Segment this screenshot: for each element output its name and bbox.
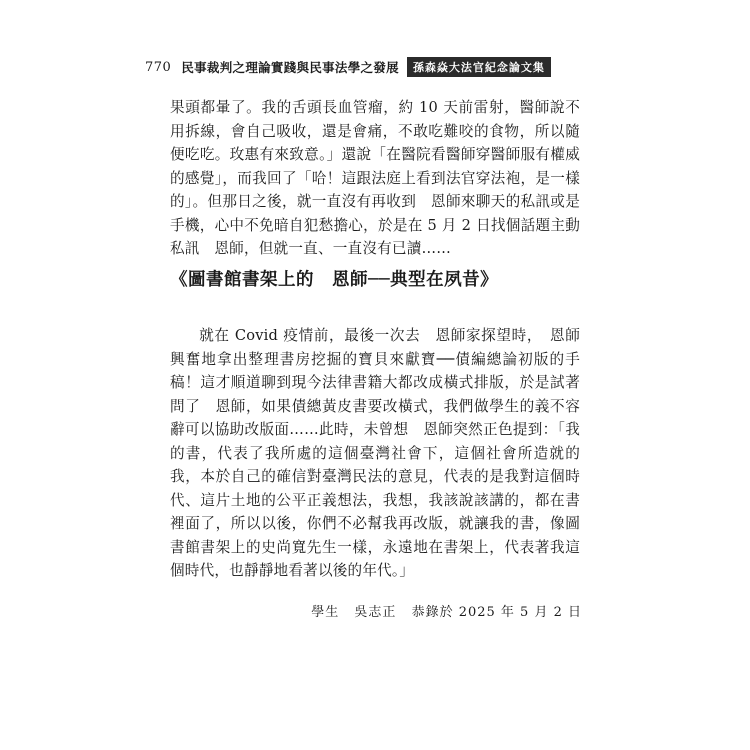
body-text-continued xyxy=(170,96,580,261)
paragraph-1: 果頭都暈了。我的舌頭長血管瘤，約 10 天前雷射，醫師說不用拆線，會自己吸收，還是會痛，不敢吃難咬的食物，所以隨便吃吃。玫惠有來致意。」還說「在醫院看醫師穿醫師服有權威的感覺」，而我回了「哈！這跟法庭上看到法官穿法袍，是一樣的」。但那日之後，就一直沒有再收到 恩師來聊天的私訊或是手機，心中不免暗自犯愁擔心，於是在 5 月 2 日找個話題主動私訊 恩師，但就一直、一直沒有已讀…… xyxy=(170,99,580,257)
page-header xyxy=(145,57,605,77)
body-text-section xyxy=(170,324,580,583)
paragraph-2: 就在 Covid 疫情前，最後一次去 恩師家探望時， 恩師興奮地拿出整理書房挖掘的寶貝來獻寶──債編總論初版的手稿！這才順道聊到現今法律書籍大都改成橫式排版，於是試著問了 恩師，如果債總黃皮書要改橫式，我們做學生的義不容辭可以協助改版面……此時，未曾想 恩師突然正色提到：「我的書，代表了我所處的這個臺灣社會下，這個社會所造就的我，本於自己的確信對臺灣民法的意見，代表的是我對這個時代、這片土地的公平正義想法，我想，我該說該講的，都在書裡面了，所以以後，你們不必幫我再改版，就讓我的書，像圖書館書架上的史尚寬先生一樣，永遠地在書架上，代表著我這個時代，也靜靜地看著以後的年代。」 xyxy=(170,327,580,579)
section-heading: 《圖書館書架上的 恩師──典型在夙昔》 xyxy=(170,270,499,290)
page-number: 770 xyxy=(145,59,172,75)
signature-role: 學生 xyxy=(311,605,340,620)
signature-name: 吳志正 xyxy=(354,605,397,620)
signature-line xyxy=(301,601,582,620)
signature-note: 恭錄於 2025 年 5 月 2 日 xyxy=(411,605,582,620)
series-title-badge: 孫森焱大法官紀念論文集 xyxy=(407,57,551,77)
running-title: 民事裁判之理論實踐與民事法學之發展 xyxy=(181,60,399,75)
